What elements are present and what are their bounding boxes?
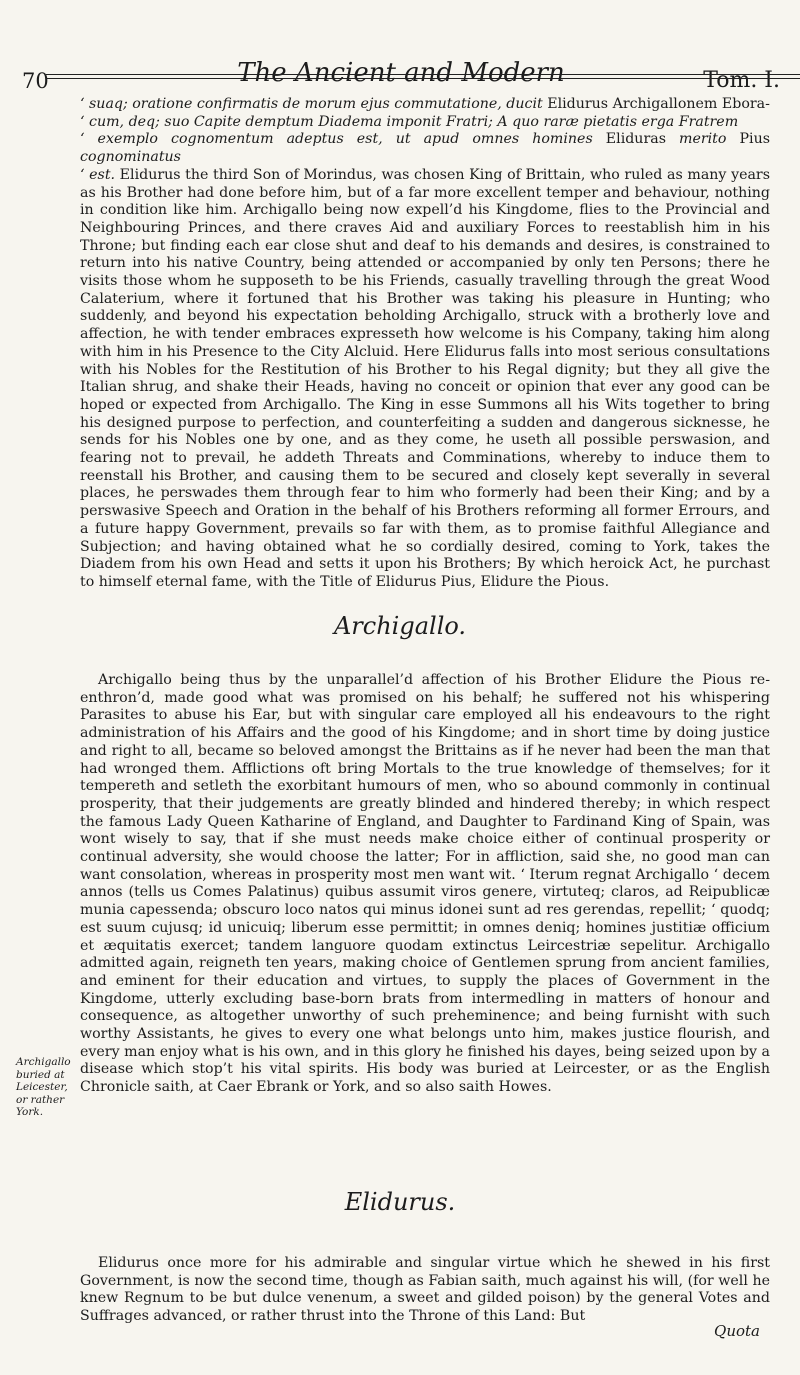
latin-quote: ‘ cum, deq; suo Capite demptum Diadema imponit Fratri; A quo raræ pietatis erga Fratrem <box>80 113 739 130</box>
header-rule-thin <box>46 78 800 79</box>
latin-quote: ‘ exemplo cognomentum adeptus est, ut apud omnes homines <box>80 131 593 148</box>
header-rule <box>46 74 800 75</box>
elidurus-reign-paragraph <box>80 96 770 592</box>
paragraph-text: Archigallo being thus by the unparallel’d affection of his Brother Elidure the Pious re-enthron’d, made good what was promised on his behalf; he suffered not his whispering Parasites to abuse his Ear, but with singular care employed all his endeavours to the right administration of his Affairs and the good of his Kingdome; and in short time by doing justice and right to all, became so beloved amongst the Brittains as if he never had been the man that had wronged them. Afflictions oft bring Mortals to the true knowledge of themselves; for it tempereth and setleth the exorbitant humours of men, who so abound commonly in continual prosperity, that their judgements are greatly blinded and hindered thereby; in which respect the famous Lady Queen Katharine of England, and Daughter to Fardinand King of Spain, was wont wisely to say, that if she must needs make choice either of continual prosperity or continual adversity, she would choose the latter; For in affliction, said she, no good man can want consolation, whereas in prosperity most men want wit. ‘ Iterum regnat Archigallo ‘ decem annos (tells us Comes Palatinus) quibus assumit viros genere, virtuteq; claros, ad Reipublicæ munia capessenda; obscuro loco natos qui minus idonei sunt ad res gerendas, repellit; ‘ quodq; est suum cujusq; id unicuiq; liberum esse permittit; in omnes deniq; homines justitiæ officium et æquitatis exercet; tandem languore quodam extinctus Leircestriæ sepelitur. Archigallo admitted again, reigneth ten years, making choice of Gentlemen sprung from ancient families, and eminent for their education and virtues, to supply the places of Government in the Kingdome, utterly excluding base-born brats from intermedling in matters of honour and consequence, as altogether unworthy of such preheminence; and being furnisht with such worthy Assistants, he gives to every one what belongs unto him, makes justice flourish, and every man enjoy what is his own, and in this glory he finished his dayes, being seized upon by a disease which stop’t his vital spirits. His body was buried at Leircester, or as the English Chronicle saith, at Caer Ebrank or York, and so also saith Howes. <box>80 672 770 1096</box>
paragraph-text: Elidurus once more for his admirable and singular virtue which he shewed in his first Government, is now the second time, though as Fabian saith, much against his will, (for well he knew Regnum to be but dulce venenum, a sweet and gilded poison) by the general Votes and Suffrages advanced, or rather thrust into the Throne of this Land: But <box>80 1255 770 1325</box>
archigallo-paragraph <box>80 672 770 1097</box>
margin-note: Archigallo buried at Leicester, or rather York. <box>16 1056 71 1118</box>
latin-quote: cognominatus <box>80 149 181 166</box>
tome-label: Tom. I. <box>703 68 780 93</box>
paragraph-text: Elidurus the third Son of Morindus, was chosen King of Brittain, who ruled as many years as his Brother had done before him, but of a far more excellent temper and behaviour, nothing in condition like him. Archigallo being now expell’d his Kingdome, flies to the Provincial and Neighbouring Princes, and there craves Aid and auxiliary Forces to reestablish him in his Throne; but finding each ear close shut and deaf to his demands and desires, is constrained to return into his native Country, being attended or accompanied by only ten Persons; there he visits those whom he supposeth to be his Friends, casually travelling through the great Wood Calaterium, where it fortuned that his Brother was taking his pleasure in Hunting; who suddenly, and beyond his expectation beholding Archigallo, struck with a brotherly love and affection, he with tender embraces expresseth how welcome is his Company, taking him along with him in his Presence to the City Alcluid. Here Elidurus falls into most serious consultations with his Nobles for the Restitution of his Brother to his Regal dignity; but they all give the Italian shrug, and shake their Heads, having no conceit or opinion that ever any good can be hoped or expected from Archigallo. The King in esse Summons all his Wits together to bring his designed purpose to perfection, and counterfeiting a sudden and dangerous sicknesse, he sends for his Nobles one by one, and as they come, he useth all possible perswasion, and fearing not to prevail, he addeth Threats and Comminations, whereby to induce them to reenstall his Brother, and causing them to be secured and closely kept severally in several places, he perswades them through fear to him who formerly had been their King; and by a perswasive Speech and Oration in the behalf of his Brothers reforming all former Errours, and a future happy Government, prevails so far with them, as to promise faithful Allegiance and Subjection; and having obtained what he so cordially desired, coming to York, takes the Diadem from his own Head and setts it upon his Brothers; By which heroick Act, he purchast to himself eternal fame, with the Title of Elidurus Pius, Elidure the Pious. <box>80 166 770 590</box>
section-heading-archigallo: Archigallo. <box>333 612 467 640</box>
running-header <box>22 22 780 93</box>
elidurus-second-reign-paragraph <box>80 1255 770 1326</box>
latin-quote: ‘ est. <box>80 166 116 183</box>
section-heading-elidurus: Elidurus. <box>344 1188 456 1216</box>
paragraph-text: Pius <box>726 131 770 148</box>
paragraph-text: Elidurus Archigallonem Ebora- <box>542 96 770 112</box>
page-number: 70 <box>22 69 49 93</box>
latin-quote: ‘ suaq; oratione confirmatis de morum ejus commutatione, ducit <box>80 96 543 112</box>
catchword: Quota <box>714 1322 760 1340</box>
running-title: The Ancient and Modern <box>237 58 565 88</box>
paragraph-text: Eliduras <box>592 131 680 148</box>
latin-quote: merito <box>679 131 727 148</box>
